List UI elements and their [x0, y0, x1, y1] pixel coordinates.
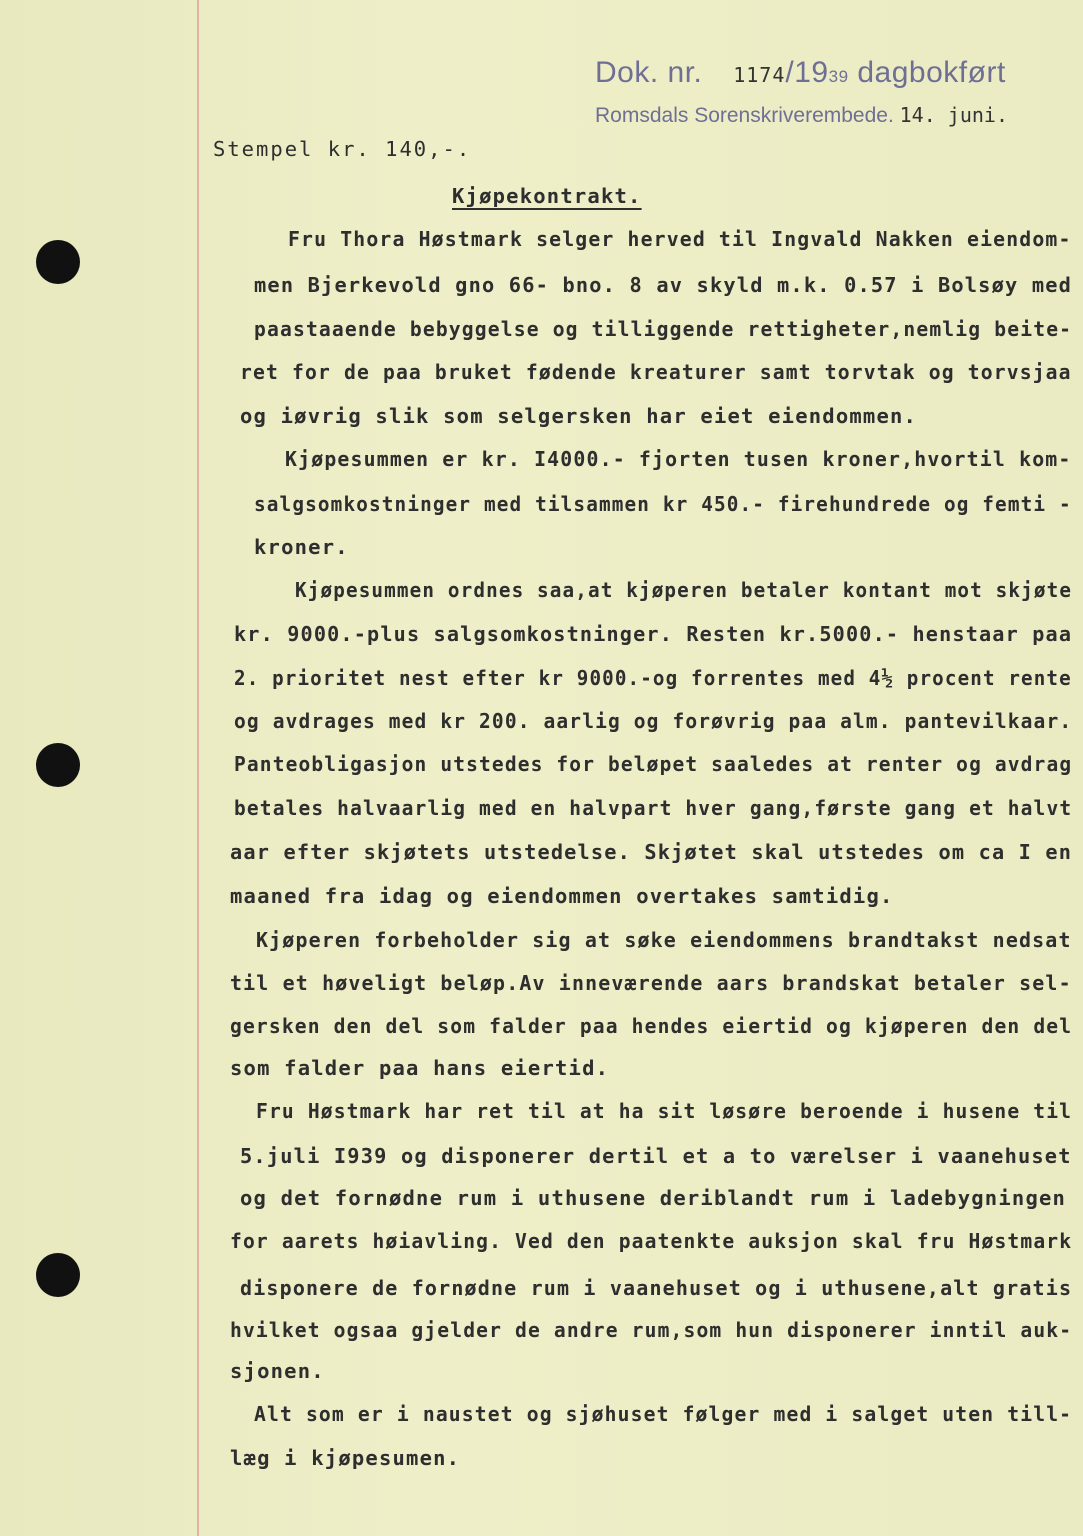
stamp-slash-year: /19 — [785, 56, 829, 89]
text-line: kr. 9000.-plus salgsomkostninger. Resten kr.5000.- henstaar paa — [234, 622, 1073, 646]
text-line: salgsomkostninger med tilsammen kr 450.- firehundrede og femti - — [254, 492, 1072, 516]
document-title: Kjøpekontrakt. — [452, 184, 642, 208]
text-line: maaned fra idag og eiendommen overtakes samtidig. — [230, 884, 894, 908]
stamp-registered: dagbokført — [857, 56, 1006, 89]
punch-hole — [36, 240, 80, 284]
text-line: kroner. — [254, 535, 349, 559]
registry-stamp — [595, 56, 1006, 90]
stamp-number: 1174 — [733, 63, 786, 87]
text-line: men Bjerkevold gno 66- bno. 8 av skyld m.k. 0.57 i Bolsøy med — [254, 273, 1073, 297]
text-line: ret for de paa bruket fødende kreaturer samt torvtak og torvsjaa — [240, 360, 1072, 384]
text-line: Kjøpesummen ordnes saa,at kjøperen betaler kontant mot skjøte — [295, 578, 1073, 602]
registry-office-stamp — [595, 103, 1008, 128]
text-line: til et høveligt beløp.Av inneværende aars brandskat betaler sel- — [230, 971, 1072, 995]
stamp-fee: Stempel kr. 140,-. — [213, 137, 472, 161]
stamp-year-suffix: 39 — [828, 67, 849, 86]
text-line: hvilket ogsaa gjelder de andre rum,som hun disponerer inntil auk- — [230, 1318, 1073, 1342]
stamp-label: Dok. nr. — [595, 56, 703, 89]
text-line: betales halvaarlig med en halvpart hver gang,første gang et halvt — [234, 796, 1073, 820]
text-line: læg i kjøpesumen. — [230, 1446, 461, 1470]
stamp-date: 14. juni. — [899, 103, 1009, 127]
text-line: Fru Thora Høstmark selger herved til Ingvald Nakken eiendom- — [288, 227, 1072, 251]
text-line: 2. prioritet nest efter kr 9000.-og forrentes med 4½ procent rente — [234, 666, 1072, 690]
stamp-office: Romsdals Sorenskriverembede. — [595, 104, 894, 127]
text-line: og det fornødne rum i uthusene deriblandt rum i ladebygningen — [240, 1186, 1067, 1210]
text-line: aar efter skjøtets utstedelse. Skjøtet skal utstedes om ca I en — [230, 840, 1073, 864]
text-line: Kjøpesummen er kr. I4000.- fjorten tusen kroner,hvortil kom- — [285, 447, 1072, 471]
text-line: Alt som er i naustet og sjøhuset følger med i salget uten till- — [254, 1402, 1073, 1426]
text-line: gersken den del som falder paa hendes eiertid og kjøperen den del — [230, 1014, 1073, 1038]
text-line: Kjøperen forbeholder sig at søke eiendommens brandtakst nedsat — [256, 928, 1072, 952]
margin-rule — [197, 0, 199, 1536]
text-line: og iøvrig slik som selgersken har eiet eiendommen. — [240, 404, 918, 428]
text-line: Fru Høstmark har ret til at ha sit løsøre beroende i husene til — [256, 1099, 1073, 1123]
punch-hole — [36, 743, 80, 787]
text-line: Panteobligasjon utstedes for beløpet saaledes at renter og avdrag — [234, 752, 1073, 776]
text-line: for aarets høiavling. Ved den paatenkte auksjon skal fru Høstmark — [230, 1229, 1073, 1253]
text-line: som falder paa hans eiertid. — [230, 1056, 610, 1080]
text-line: sjonen. — [230, 1359, 325, 1383]
text-line: og avdrages med kr 200. aarlig og forøvrig paa alm. pantevilkaar. — [234, 709, 1073, 733]
text-line: disponere de fornødne rum i vaanehuset og i uthusene,alt gratis — [240, 1276, 1073, 1300]
punch-hole — [36, 1253, 80, 1297]
text-line: 5.juli I939 og disponerer dertil et a to værelser i vaanehuset — [240, 1144, 1072, 1168]
text-line: paastaaende bebyggelse og tilliggende rettigheter,nemlig beite- — [254, 317, 1073, 341]
